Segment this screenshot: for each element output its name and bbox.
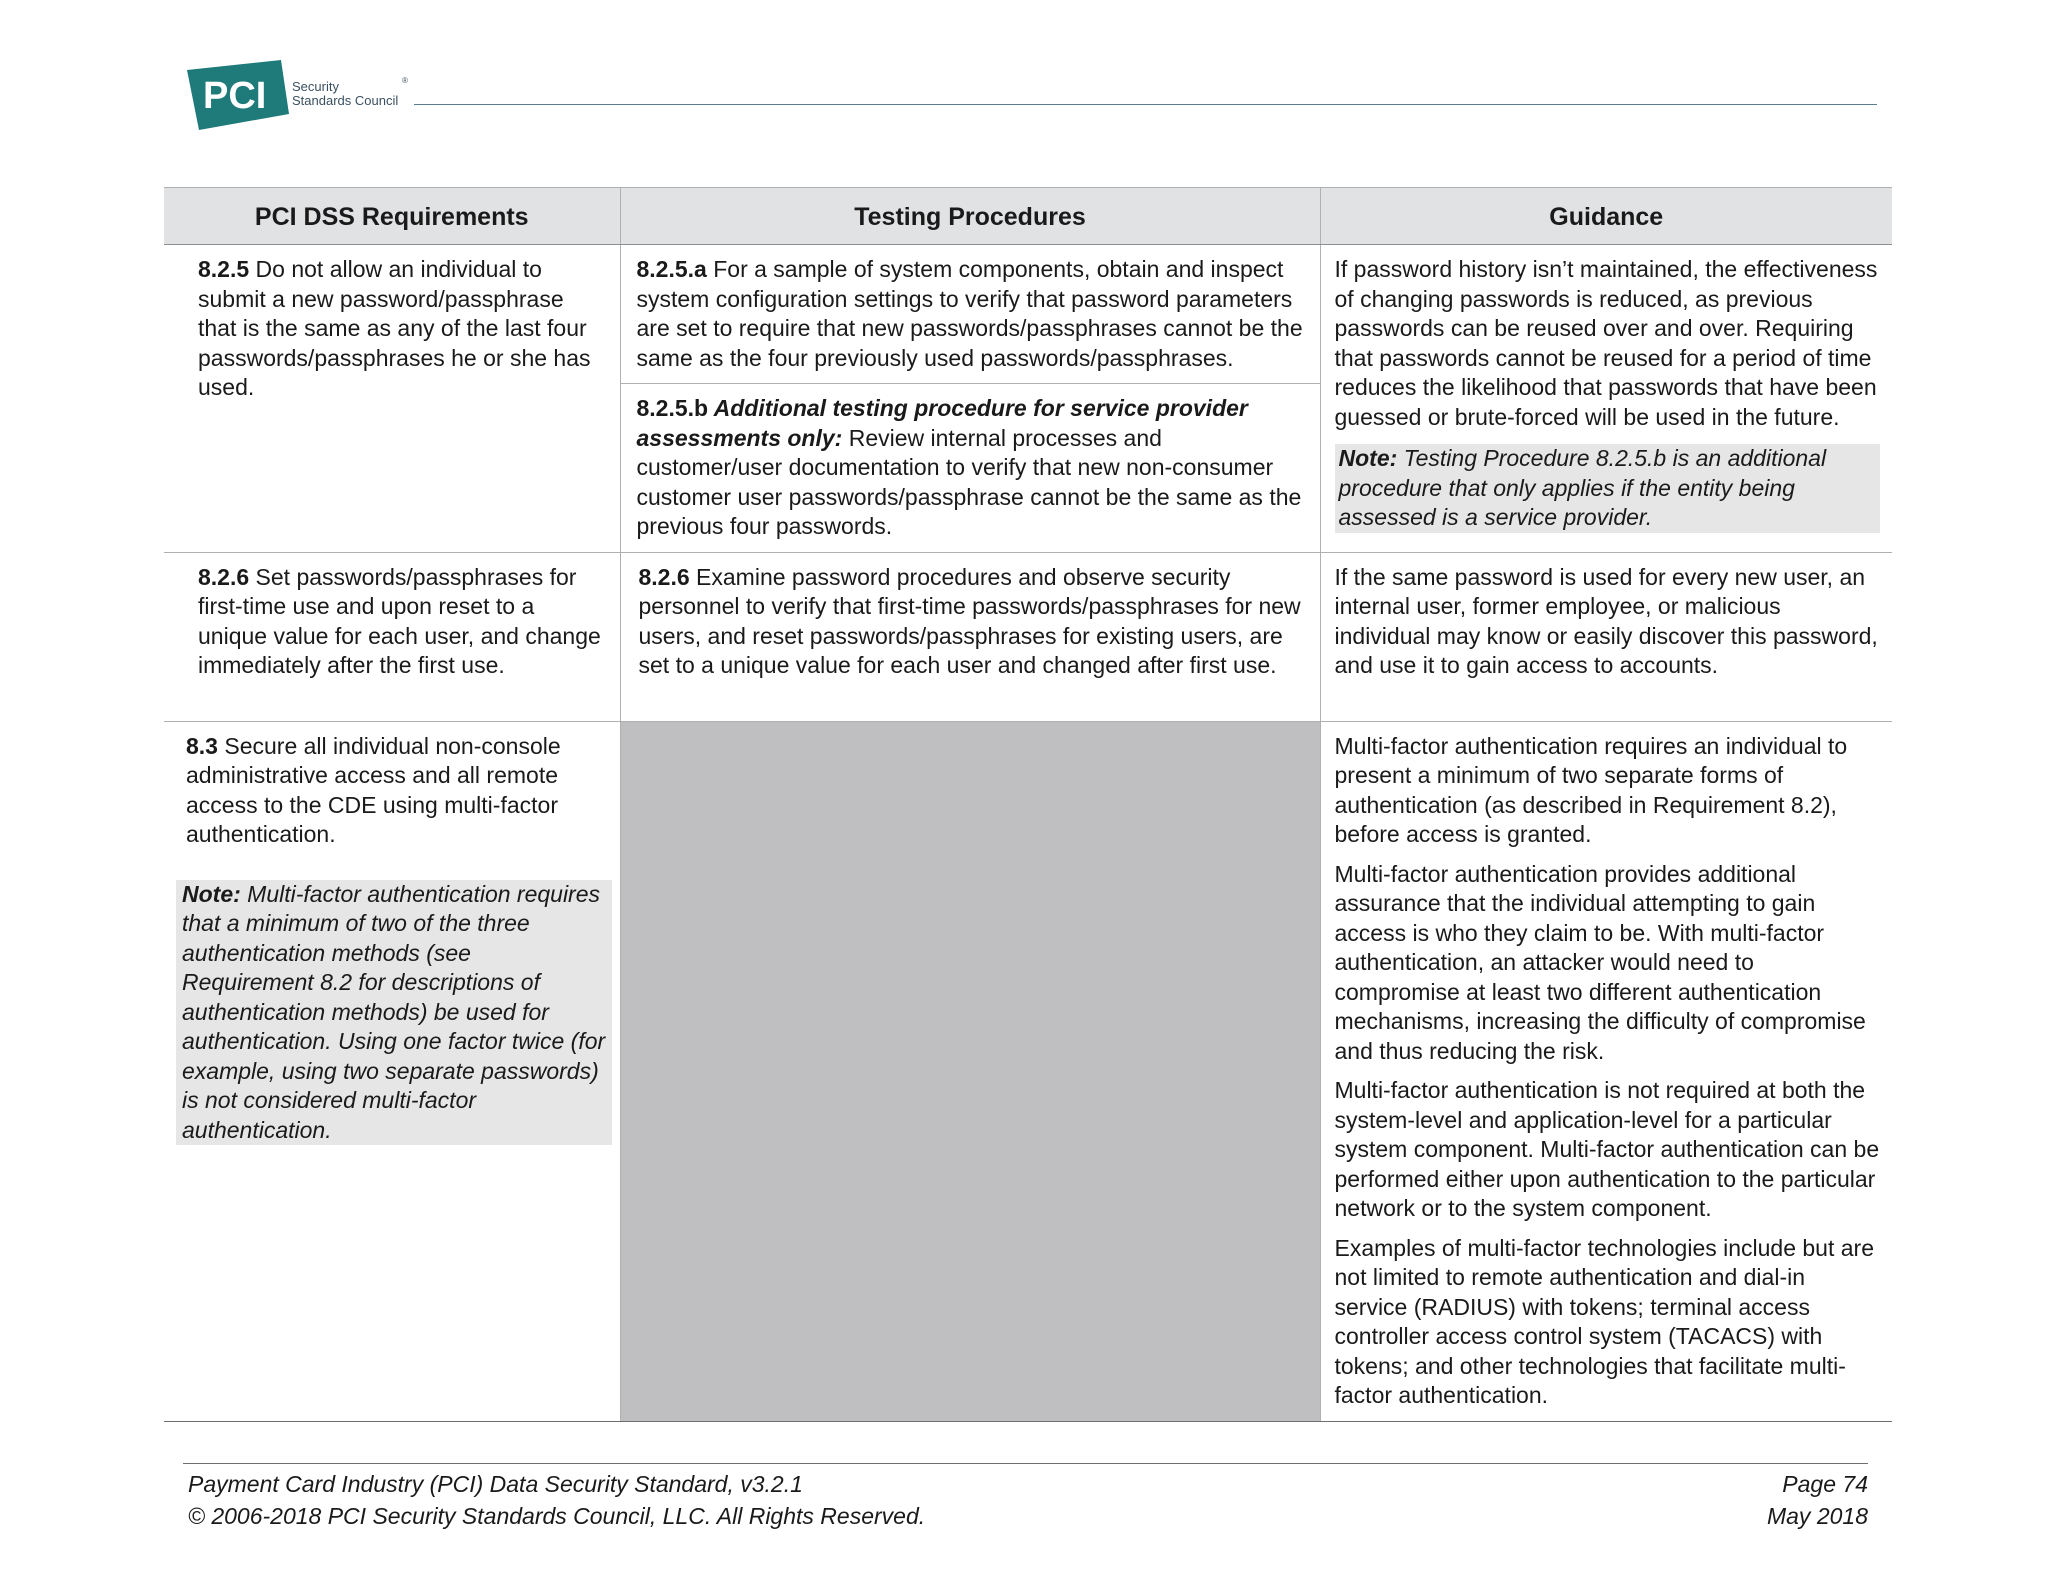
procedure-text: Examine password procedures and observe security personnel to verify that first-time passwords/passphrases for new users, and reset passwords/passphrases for existing users, are set to a unique value for each user and changed after first use. xyxy=(638,563,1301,678)
guidance-note xyxy=(1335,444,1881,533)
table-row xyxy=(164,552,1892,721)
table-row xyxy=(164,245,1892,553)
guidance-paragraph-1: Multi-factor authentication requires an individual to present a minimum of two separate forms of authentication (as described in Requirement 8.2), before access is granted. xyxy=(1334,732,1848,847)
testing-cell-8-3-empty xyxy=(620,721,1320,1421)
requirement-text: Set passwords/passphrases for first-time use and upon reset to a unique value for each user, and change immediately after the first use. xyxy=(198,563,601,678)
header-requirements: PCI DSS Requirements xyxy=(164,188,620,245)
guidance-cell-8-2-6 xyxy=(1320,552,1892,721)
requirement-text: Do not allow an individual to submit a new password/passphrase that is the same as any of the last four passwords/passphrases he or she has used. xyxy=(198,256,591,400)
procedure-emphasis: Additional testing procedure for service provider assessments only: xyxy=(636,395,1248,451)
header-rule xyxy=(414,104,1877,105)
requirement-note xyxy=(176,880,612,1146)
guidance-paragraph-4: Examples of multi-factor technologies include but are not limited to remote authentication and dial-in service (RADIUS) with tokens; terminal access controller access control system (TACACS) with tokens; and other technologies that facilitate multi-factor authentication. xyxy=(1334,1234,1875,1408)
footer-document-title: Payment Card Industry (PCI) Data Security Standard, v3.2.1 xyxy=(188,1471,803,1497)
footer-date: May 2018 xyxy=(1766,1503,1868,1529)
guidance-text: If the same password is used for every new user, an internal user, former employee, or malicious individual may know or easily discover this password, and use it to gain access to accounts. xyxy=(1334,563,1878,678)
header-guidance: Guidance xyxy=(1320,188,1892,245)
testing-procedure-8-2-5-b xyxy=(621,384,1320,552)
logo-registered-mark: ® xyxy=(402,76,408,85)
procedure-number: 8.2.5.b xyxy=(636,395,709,421)
note-label: Note: xyxy=(1338,445,1398,471)
testing-cell-8-2-5 xyxy=(620,245,1320,553)
requirements-table xyxy=(164,187,1892,1422)
logo-mark-text: PCI xyxy=(203,75,267,117)
note-label: Note: xyxy=(182,880,241,907)
guidance-cell-8-2-5 xyxy=(1320,245,1892,553)
requirement-number: 8.2.6 xyxy=(198,563,250,590)
procedure-number: 8.2.6 xyxy=(638,563,690,590)
requirement-cell-8-2-5 xyxy=(164,245,620,553)
footer-page-number: Page 74 xyxy=(1782,1471,1868,1497)
requirement-number: 8.3 xyxy=(186,732,218,759)
requirement-number: 8.2.5 xyxy=(198,256,250,282)
header-testing-procedures: Testing Procedures xyxy=(620,188,1320,245)
note-text: Testing Procedure 8.2.5.b is an additional procedure that only applies if the entity being assessed is a service provider. xyxy=(1338,445,1827,530)
guidance-paragraph-3: Multi-factor authentication is not required at both the system-level and application-level for a particular system component. Multi-factor authentication can be performed either upon authentication to the particular network or to the system component. xyxy=(1334,1077,1880,1221)
guidance-text: If password history isn’t maintained, the effectiveness of changing passwords is reduced, as previous passwords can be reused over and over. Requiring that passwords cannot be reused for a period of time reduces the likelihood that passwords that have been guessed or brute-forced will be used in the future. xyxy=(1334,256,1878,430)
logo-line-1: Security xyxy=(292,79,339,94)
testing-procedure-8-2-5-a xyxy=(621,245,1320,384)
procedure-number: 8.2.5.a xyxy=(636,256,707,282)
procedure-text: For a sample of system components, obtain and inspect system configuration settings to verify that password parameters are set to require that new passwords/passphrases cannot be the same as the four previously used passwords/passphrases. xyxy=(636,256,1303,371)
footer-copyright: © 2006-2018 PCI Security Standards Council, LLC. All Rights Reserved. xyxy=(188,1503,926,1529)
logo-line-2: Standards Council xyxy=(292,93,399,108)
table-header-row xyxy=(164,188,1892,245)
testing-cell-8-2-6 xyxy=(620,552,1320,721)
pci-logo-mark-icon xyxy=(185,56,295,132)
logo-wordmark xyxy=(292,76,408,108)
footer-rule xyxy=(183,1463,1868,1464)
procedure-text: Review internal processes and customer/user documentation to verify that new non-consumer customer user passwords/passphrase cannot be the same as the previous four passwords. xyxy=(636,424,1302,539)
pci-logo xyxy=(185,56,415,136)
table-row xyxy=(164,721,1892,1421)
page-footer xyxy=(188,1468,1868,1532)
requirement-text: Secure all individual non-console administrative access and all remote access to the CDE using multi-factor authentication. xyxy=(186,732,561,847)
guidance-cell-8-3 xyxy=(1320,721,1892,1421)
guidance-paragraph-2: Multi-factor authentication provides additional assurance that the individual attempting to gain access is who they claim to be. With multi-factor authentication, an attacker would need to compromise at least two different authentication mechanisms, increasing the difficulty of compromise and thus reducing the risk. xyxy=(1334,860,1866,1064)
requirement-cell-8-2-6 xyxy=(164,552,620,721)
note-text: Multi-factor authentication requires that a minimum of two of the three authentication methods (see Requirement 8.2 for descriptions of authentication methods) be used for authentication. Using one factor twice (for example, using two separate passwords) is not considered multi-factor authentication. xyxy=(182,880,606,1143)
requirement-cell-8-3 xyxy=(164,721,620,1421)
